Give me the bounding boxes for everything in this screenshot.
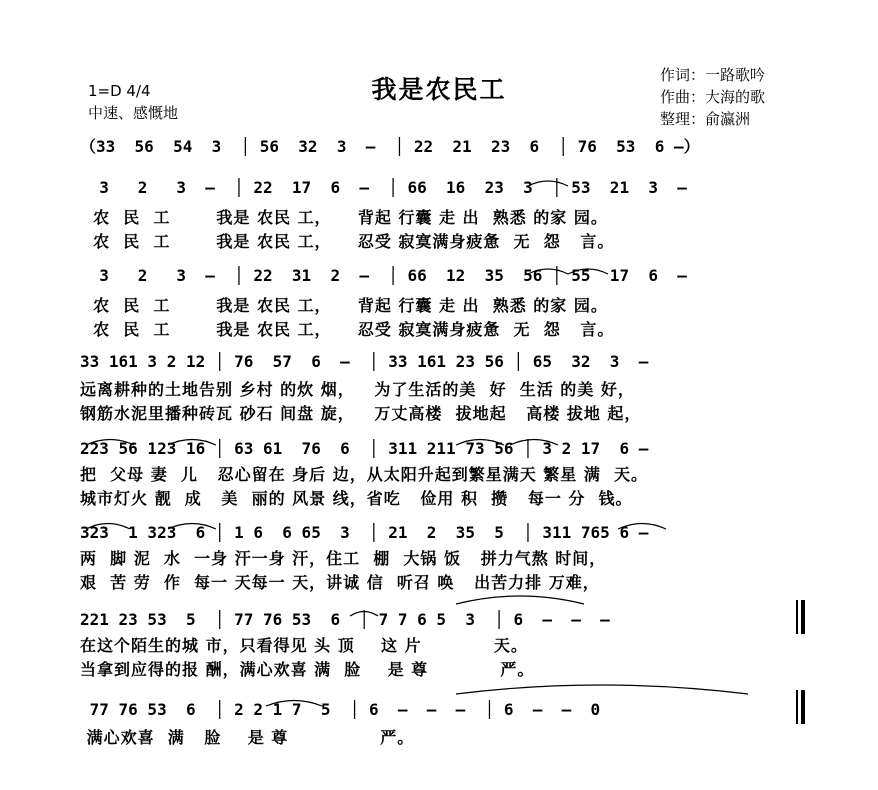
arranger-credit: 整理：俞瀛洲 [660, 110, 751, 128]
notes-row-6: 323 1 323 6 │ 1 6 6 65 3 │ 21 2 35 5 │ 311 765 6 — [80, 523, 658, 542]
lyrics-row-5-verse-2: 城市灯火 靓 成 美 丽的 风景 线，省吃 俭用 积 攒 每一 分 钱。 [80, 489, 633, 508]
notes-row-7: 221 23 53 5 │ 77 76 53 6 │ 7 7 6 5 3 │ 6 — — — [80, 610, 620, 629]
tempo-marking: 中速、感慨地 [88, 104, 179, 122]
lyricist-credit: 作词：一路歌吟 [660, 66, 766, 84]
lyrics-row-4-verse-1: 远离耕种的土地告别 乡村 的炊 烟， 为了生活的美 好 生活 的美 好， [80, 380, 635, 399]
lyrics-row-4-verse-2: 钢筋水泥里播种砖瓦 砂石 间盘 旋， 万丈高楼 拔地起 高楼 拔地 起， [80, 404, 642, 423]
lyrics-row-7-verse-1: 在这个陌生的城 市，只看得见 头 顶 这 片 天。 [80, 636, 528, 655]
lyrics-row-6-verse-2: 艰 苦 劳 作 每一 天每一 天，讲诚 信 听召 唤 出苦力排 万难， [80, 573, 600, 592]
notes-row-8: 77 76 53 6 │ 2 2 1 7 5 │ 6 — — — │ 6 — — 0 [80, 700, 610, 719]
lyrics-row-5-verse-1: 把 父母 妻 儿 忍心留在 身后 边，从太阳升起到繁星满天 繁星 满 天。 [80, 465, 648, 484]
notes-row-5: 223 56 123 16 │ 63 61 76 6 │ 311 211 73 56 │ 3 2 17 6 — [80, 439, 658, 458]
key-signature: 1=D 4/4 [88, 82, 151, 100]
lyrics-row-3-verse-2: 农 民 工 我是 农民 工， 忍受 寂寞满身疲惫 无 怨 言。 [80, 320, 615, 339]
lyrics-row-2-verse-2: 农 民 工 我是 农民 工， 忍受 寂寞满身疲惫 无 怨 言。 [80, 232, 615, 251]
notes-row-4: 33 161 3 2 12 │ 76 57 6 — │ 33 161 23 56 │ 65 32 3 — [80, 352, 658, 371]
lyrics-row-2-verse-1: 农 民 工 我是 农民 工， 背起 行囊 走 出 熟悉 的家 园。 [80, 208, 608, 227]
notes-row-1: （33 56 54 3 │ 56 32 3 — │ 22 21 23 6 │ 76 53 6 —） [80, 137, 700, 156]
notes-row-3: 3 2 3 — │ 22 31 2 — │ 66 12 35 56 │ 55 17 6 — [80, 266, 697, 285]
lyrics-row-6-verse-1: 两 脚 泥 水 一身 汗一身 汗，住工 棚 大锅 饭 拼力气熬 时间， [80, 549, 607, 568]
song-title: 我是农民工 [371, 75, 507, 104]
lyrics-row-8-verse-1: 满心欢喜 满 脸 是 尊 严。 [80, 728, 415, 747]
lyrics-row-3-verse-1: 农 民 工 我是 农民 工， 背起 行囊 走 出 熟悉 的家 园。 [80, 296, 608, 315]
lyrics-row-7-verse-2: 当拿到应得的报 酬，满心欢喜 满 脸 是 尊 严。 [80, 660, 535, 679]
notes-row-2: 3 2 3 — │ 22 17 6 — │ 66 16 23 3 │ 53 21 3 — [80, 178, 697, 197]
composer-credit: 作曲：大海的歌 [660, 88, 766, 106]
